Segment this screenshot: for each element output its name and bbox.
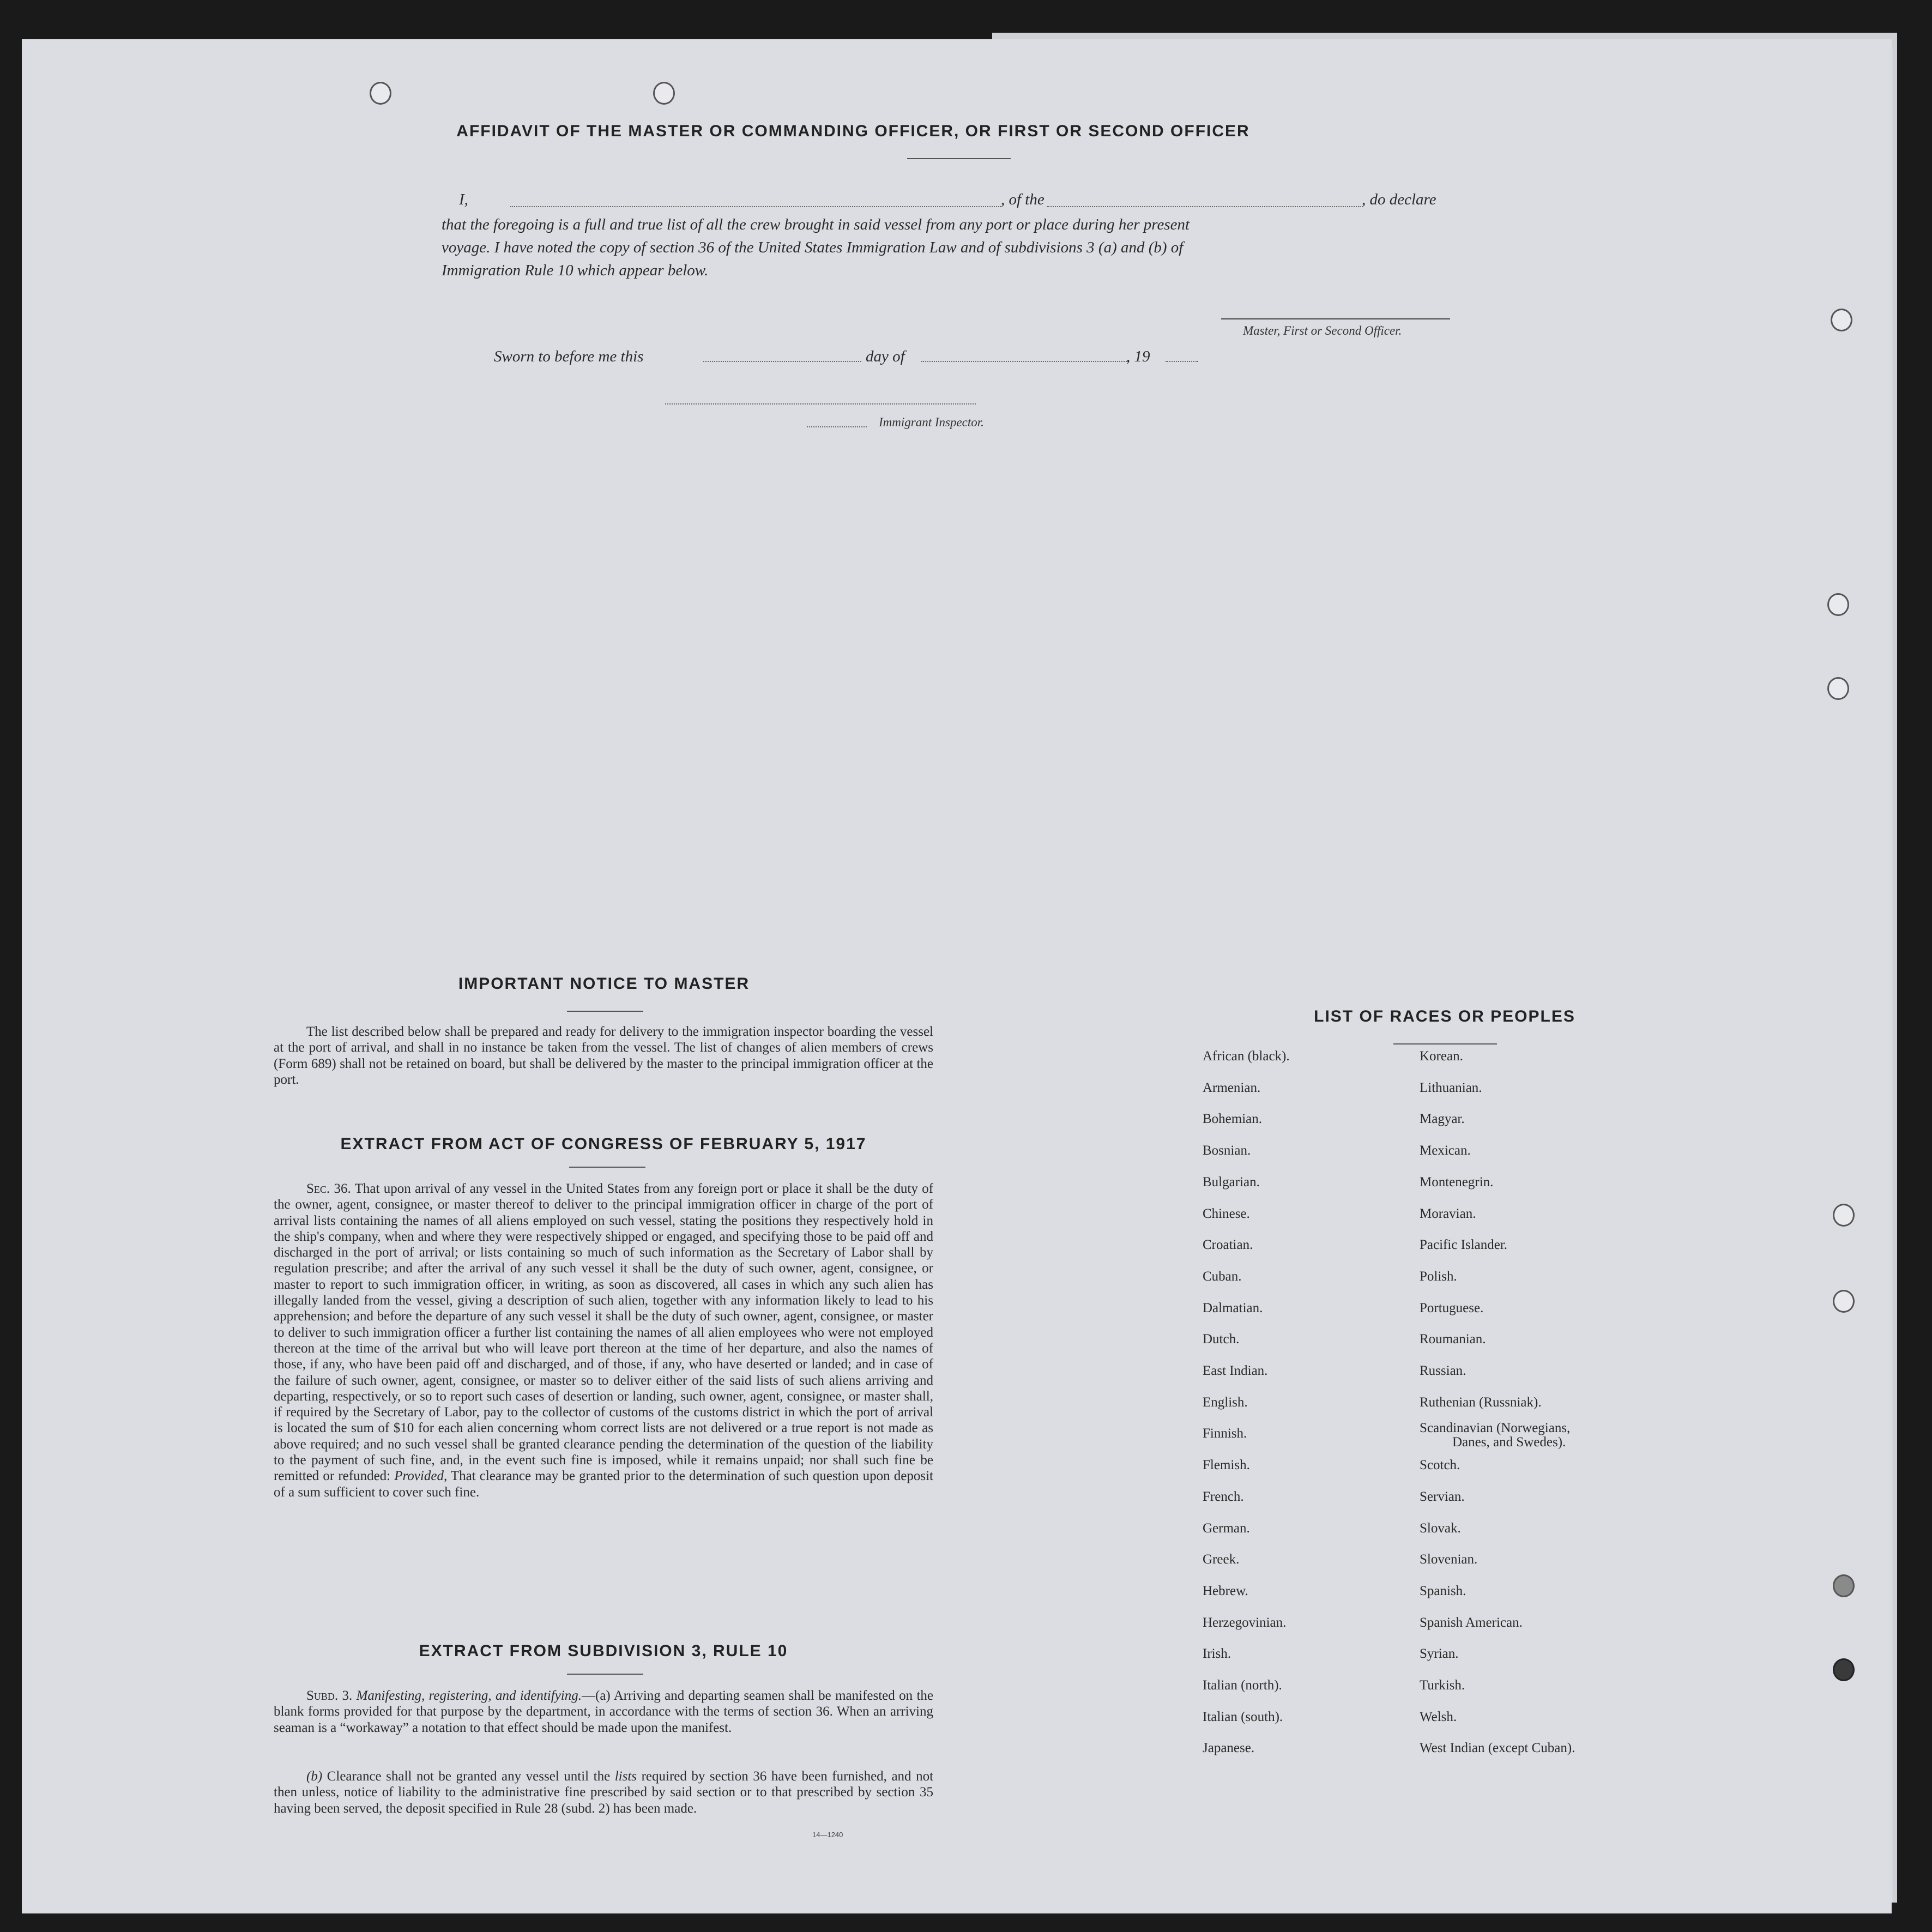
notice-text: The list described below shall be prepared and ready for delivery to the immigration inspector boarding the vessel at the port of arrival, and shall in no instance be taken from the vessel. The list of changes of alien members of crews (Form 689) shall not be retained on board, but shall be delivered by the master to the principal immigration officer at the port. [274, 1024, 933, 1087]
month-field[interactable] [921, 361, 1128, 362]
race-list-item: Magyar. [1420, 1112, 1465, 1127]
race-list-item: Scotch. [1420, 1458, 1460, 1473]
i-label: I, [459, 191, 468, 208]
race-list-item: West Indian (except Cuban). [1420, 1741, 1575, 1756]
binder-hole [653, 82, 675, 105]
race-list-item: Greek. [1203, 1552, 1240, 1567]
race-list-item: East Indian. [1203, 1363, 1268, 1378]
binder-hole [1827, 677, 1849, 700]
year-label: , 19 [1126, 348, 1150, 365]
binder-hole [1833, 1574, 1855, 1597]
race-list-item: Irish. [1203, 1646, 1231, 1662]
master-signature-line[interactable] [1221, 318, 1450, 319]
race-list-item: Bosnian. [1203, 1143, 1251, 1158]
race-list-item: Spanish American. [1420, 1615, 1523, 1630]
binder-hole [1833, 1204, 1855, 1227]
notice-title: IMPORTANT NOTICE TO MASTER [458, 975, 750, 993]
race-list-item: Spanish. [1420, 1583, 1466, 1598]
race-list-item-continued: Danes, and Swedes). [1452, 1435, 1566, 1450]
name-field[interactable] [510, 206, 1001, 207]
race-list-item: Pacific Islander. [1420, 1237, 1508, 1253]
binder-hole [1831, 309, 1852, 331]
race-list-item: Portuguese. [1420, 1300, 1484, 1315]
subdivision-b-text [274, 1768, 933, 1816]
race-list-item: African (black). [1203, 1049, 1290, 1064]
race-list-item: Cuban. [1203, 1269, 1242, 1284]
race-list-item: French. [1203, 1489, 1244, 1504]
race-list-item: Italian (north). [1203, 1678, 1282, 1693]
subd-label: Subd. 3. [306, 1688, 353, 1703]
sec-body-end: That clearance may be granted prior to the determination of such question upon deposit of a sum sufficient to cover such fine. [274, 1469, 933, 1500]
affidavit-line: voyage. I have noted the copy of section 36 of the United States Immigration Law and of subdivisions 3 (a) and (b) of [442, 239, 1184, 256]
race-list-item: Montenegrin. [1420, 1174, 1494, 1190]
section-36-text [274, 1181, 933, 1500]
race-list-item: English. [1203, 1394, 1248, 1410]
race-list-item: Armenian. [1203, 1080, 1261, 1095]
binder-hole [370, 82, 391, 105]
race-list-item: Mexican. [1420, 1143, 1471, 1158]
race-list-item: Flemish. [1203, 1458, 1250, 1473]
race-list-item: Russian. [1420, 1363, 1466, 1378]
inspector-caption: Immigrant Inspector. [879, 415, 984, 429]
race-list-item: German. [1203, 1520, 1250, 1536]
race-list-item: Servian. [1420, 1489, 1465, 1504]
affidavit-line: that the foregoing is a full and true list of all the crew brought in said vessel from any port or place during her present [442, 216, 1190, 233]
vessel-field[interactable] [1047, 206, 1361, 207]
day-of-label: day of [866, 348, 905, 365]
title-rule [1393, 1043, 1497, 1045]
sec-label: Sec. 36. [306, 1181, 351, 1196]
binder-hole [1827, 593, 1849, 616]
day-field[interactable] [703, 361, 861, 362]
race-list-item: Slovenian. [1420, 1552, 1478, 1567]
subd-heading: Manifesting, registering, and identifying. [356, 1688, 582, 1703]
form-page [22, 39, 1892, 1913]
inspector-dots [807, 426, 867, 427]
race-list-item: Finnish. [1203, 1426, 1247, 1441]
title-rule [907, 158, 1011, 159]
race-list-item: Slovak. [1420, 1520, 1461, 1536]
race-list-item: Bulgarian. [1203, 1174, 1260, 1190]
subdivision-a-text [274, 1688, 933, 1736]
race-list-item: Syrian. [1420, 1646, 1459, 1662]
races-title: LIST OF RACES OR PEOPLES [1314, 1007, 1575, 1025]
title-rule [567, 1011, 643, 1012]
race-list-item: Moravian. [1420, 1206, 1476, 1221]
provided-label: Provided, [394, 1469, 448, 1484]
do-declare-label: , do declare [1362, 191, 1436, 208]
sec-body: That upon arrival of any vessel in the United States from any foreign port or place it shall be the duty of the owner, agent, consignee, or master thereof to deliver to the principal immigration officer in charge of the port of arrival lists containing the names of all aliens employed on such vessel, stating the positions they respectively hold in the ship's company, when and where they were respectively shipped or engaged, and specifying those to be paid off and discharged in the port of arrival; or lists containing so much of such information as the Secretary of Labor shall by regulation prescribe; and after the arrival of any such vessel it shall be the duty of such owner, agent, consignee, or master to report to such immigration officer, in writing, as soon as discovered, all cases in which any such alien has illegally landed from the vessel, giving a description of such alien, together with any information likely to lead to his apprehension; and before the departure of any such vessel it shall be the duty of such owner, agent, consignee, or master to deliver to such immigration officer a further list containing the names of all alien employees who were not employed thereon at the time of the arrival but who will leave port thereon at the time of her departure, and also the names of those, if any, who have been paid off and discharged, and of those, if any, who have deserted or landed; and in case of the failure of such owner, agent, consignee, or master so to deliver either of the said lists of such aliens arriving and departing, respectively, or so to report such cases of desertion or landing, such owner, agent, consignee, or master shall, if required by the Secretary of Labor, pay to the collector of customs of the customs district in which the port of arrival is located the sum of $10 for each alien concerning whom correct lists are not delivered or a true report is not made as above required; and no such vessel shall be granted clearance pending the determination of the question of the liability to the payment of such fine, and, in the event such fine is imposed, while it remains unpaid; nor shall such fine be remitted or refunded: [274, 1181, 933, 1484]
master-caption: Master, First or Second Officer. [1243, 324, 1402, 337]
subd-a-body: —(a) Arriving and departing seamen shall be manifested on the blank forms provided for that purpose by the department, in accordance with the terms of section 36. When an arriving seaman is a “workaway” a notation to that effect should be made upon the manifest. [274, 1688, 933, 1735]
race-list-item: Bohemian. [1203, 1112, 1263, 1127]
race-list-item: Herzegovinian. [1203, 1615, 1287, 1630]
race-list-item: Hebrew. [1203, 1583, 1248, 1598]
subd-b-body: Clearance shall not be granted any vessel until the [327, 1769, 611, 1784]
affidavit-line: Immigration Rule 10 which appear below. [442, 262, 709, 279]
race-list-item: Croatian. [1203, 1237, 1253, 1253]
title-rule [567, 1674, 643, 1675]
race-list-item: Dalmatian. [1203, 1300, 1263, 1315]
inspector-signature-line[interactable] [665, 403, 976, 404]
race-list-item: Japanese. [1203, 1741, 1255, 1756]
race-list-item: Ruthenian (Russniak). [1420, 1394, 1542, 1410]
form-number: 14—1240 [812, 1831, 843, 1839]
rule-extract-title: EXTRACT FROM SUBDIVISION 3, RULE 10 [419, 1642, 788, 1660]
binder-hole [1833, 1658, 1855, 1681]
race-list-item: Polish. [1420, 1269, 1457, 1284]
race-list-item: Roumanian. [1420, 1332, 1486, 1347]
race-list-item: Lithuanian. [1420, 1080, 1482, 1095]
affidavit-title: AFFIDAVIT OF THE MASTER OR COMMANDING OFFICER, OR FIRST OR SECOND OFFICER [456, 122, 1250, 140]
race-list-item: Dutch. [1203, 1332, 1240, 1347]
year-field[interactable] [1166, 361, 1198, 362]
sworn-label: Sworn to before me this [494, 348, 644, 365]
race-list-item: Italian (south). [1203, 1709, 1283, 1724]
race-list-item: Scandinavian (Norwegians, [1420, 1421, 1571, 1436]
binder-hole [1833, 1290, 1855, 1313]
subd-b-body-end: required by section 36 have been furnished, and not then unless, notice of liability to the administrative fine prescribed by said section or to that prescribed by section 35 having been served, the deposit specified in Rule 28 (subd. 2) has been made. [274, 1769, 934, 1816]
race-list-item: Turkish. [1420, 1678, 1465, 1693]
race-list-item: Welsh. [1420, 1709, 1457, 1724]
race-list-item: Korean. [1420, 1049, 1463, 1064]
subd-b-label: (b) [306, 1769, 323, 1784]
act-extract-title: EXTRACT FROM ACT OF CONGRESS OF FEBRUARY 5, 1917 [340, 1135, 867, 1153]
subd-b-lists: lists [614, 1769, 637, 1784]
of-the-label: , of the [1001, 191, 1045, 208]
title-rule [569, 1167, 645, 1168]
race-list-item: Chinese. [1203, 1206, 1250, 1221]
